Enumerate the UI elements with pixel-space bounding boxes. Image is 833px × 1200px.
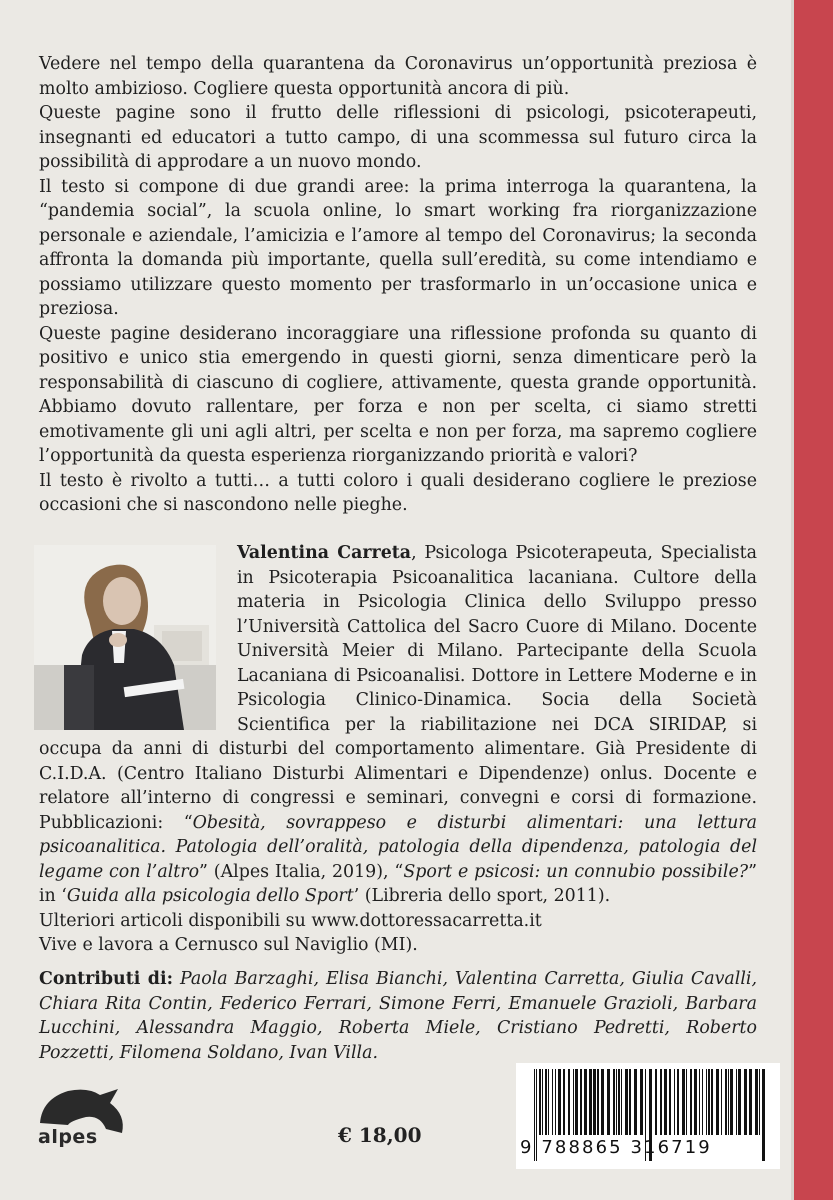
contributors-label: Contributi di: <box>39 969 173 989</box>
barcode-bar <box>669 1069 671 1135</box>
barcode-bar <box>597 1069 599 1135</box>
barcode-bar <box>702 1069 703 1135</box>
contributors-names: Paola Barzaghi, Elisa Bianchi, Valentina Carretta, Giulia Cavalli, Chiara Rita Contin, Federico Ferrari, Simone Ferri, Emanuele Grazioli, Barbara Lucchini, Alessandra Maggio, Roberta Miele, Cristiano Pedretti, Roberto Pozzetti, Filomena Soldano, Ivan Villa. <box>39 969 758 1063</box>
blurb-paragraph-3: Il testo si compone di due grandi aree: la prima interroga la quarantena, la “pandemia social”, la scuola online, lo smart working fra riorganizzazione personale e aziendale, l’amicizia e l’amore al tempo del Coronavirus; la seconda affronta la domanda più importante, quella sull’eredità, su come intendiamo e possiamo utilizzare questo momento per trasformarlo in un’occasione unica e preziosa. <box>39 176 757 319</box>
bio-text: ’ (Libreria dello sport, 2011). <box>353 886 611 906</box>
author-name: Valentina Carreta <box>237 543 412 563</box>
blurb-paragraph-1: Vedere nel tempo della quarantena da Coronavirus un’opportunità preziosa è molto ambizioso. Cogliere questa opportunità ancora di più. <box>39 54 757 99</box>
red-spine <box>794 0 833 1200</box>
horse-head-icon <box>30 1085 130 1161</box>
blurb-paragraph-2: Queste pagine sono il frutto delle riflessioni di psicologi, psicoterapeuti, insegnanti ed educatori a tutto campo, di una scommessa sul futuro circa la possibilità di approdare a un nuovo mondo. <box>39 103 757 172</box>
barcode-bar <box>694 1069 697 1135</box>
articles-line: Ulteriori articoli disponibili su www.dottoressacarretta.it <box>39 910 542 931</box>
barcode-bar <box>677 1069 679 1135</box>
barcode-bar <box>629 1069 631 1135</box>
barcode-bar <box>674 1069 675 1135</box>
blurb-text <box>39 52 757 518</box>
barcode-bar <box>736 1069 737 1135</box>
blurb-paragraph-5: Il testo è rivolto a tutti… a tutti coloro i quali desiderano cogliere le preziose occasioni che si nascondono nelle pieghe. <box>39 470 757 515</box>
barcode-bar <box>584 1069 587 1135</box>
barcode-bar <box>634 1069 637 1135</box>
barcode-bar <box>545 1069 547 1135</box>
barcode-bar <box>558 1069 561 1135</box>
barcode-bar <box>575 1069 578 1135</box>
barcode-bar <box>755 1069 758 1135</box>
publication-title: Sport e psicosi: un connubio possibile? <box>403 861 749 882</box>
barcode-bar <box>682 1069 685 1135</box>
barcode-bar <box>749 1069 752 1135</box>
barcode-bar <box>759 1069 760 1135</box>
barcode-bar <box>655 1069 657 1135</box>
publisher-logo-text: alpes <box>38 1126 98 1148</box>
barcode-bar <box>640 1069 643 1135</box>
author-bio <box>39 541 757 958</box>
barcode-digits: 9 788865 316719 <box>520 1137 712 1158</box>
barcode-bar <box>580 1069 582 1135</box>
barcode-bar <box>607 1069 610 1135</box>
barcode-bar <box>711 1069 713 1135</box>
barcode-bar <box>690 1069 692 1135</box>
barcode-bar <box>716 1069 719 1135</box>
barcode-bar <box>542 1069 543 1135</box>
barcode-bar <box>613 1069 615 1135</box>
barcode-bar <box>706 1069 707 1135</box>
barcode-bar <box>738 1069 741 1135</box>
barcode-bar <box>555 1069 556 1135</box>
barcode-bar <box>721 1069 722 1135</box>
barcode-bar <box>563 1069 565 1135</box>
price: € 18,00 <box>338 1123 422 1147</box>
barcode-bar <box>625 1069 628 1135</box>
bio-paragraph <box>39 541 757 909</box>
barcode-bar <box>616 1069 617 1135</box>
publication-title: Guida alla psicologia dello Sport <box>66 886 354 906</box>
barcode-bar <box>618 1069 620 1135</box>
barcode-bar <box>725 1069 727 1135</box>
bio-text: ” (Alpes Italia, 2019), “ <box>199 861 404 882</box>
barcode-bar <box>568 1069 570 1135</box>
blurb-paragraph-4: Queste pagine desiderano incoraggiare una riflessione profonda su quanto di positivo e unico stia emergendo in questi giorni, senza dimenticare però la responsabilità di ciascuno di cogliere, attivamente, questa grande opportunità. Abbiamo dovuto rallentare, per forza e non per scelta, ci siamo stretti emotivamente gli uni agli altri, per scelta e non per forza, ma sapremo cogliere l’opportunità da questa esperienza riorganizzando priorità e valori? <box>39 323 757 466</box>
barcode-bar <box>548 1069 549 1135</box>
barcode-bar <box>589 1069 592 1135</box>
bio-text: ” in ‘ <box>39 861 758 906</box>
barcode-bar <box>728 1069 729 1135</box>
barcode-bar <box>621 1069 622 1135</box>
bio-text: , Psicologa Psicoterapeuta, Specialista in Psicoterapia Psicoanalitica lacaniana. Cultore della materia in Psicologia Clinica dello Sviluppo presso l’Università Cattolica del Sacro Cuore di Milano. Docente Università Meier di Milano. Partecipante della Scuola Lacaniana di Psicoanalisi. Dottore in Lettere Moderne e in Psicologia Clinico-Dinamica. Socia della Società Scientifica per la riabilitazione nei DCA SIRIDAP, si occupa da anni di disturbi del comportamento alimentare. Già Presidente di C.I.D.A. (Centro Italiano Disturbi Alimentari e Dipendenze) onlus. Docente e relatore all’interno di congressi e seminari, convegni e corsi di formazione. Pubblicazioni: “ <box>39 543 758 833</box>
barcode-bar <box>708 1069 710 1135</box>
barcode-bar <box>686 1069 687 1135</box>
barcode-bar <box>552 1069 553 1135</box>
barcode-bar <box>699 1069 700 1135</box>
barcode-bar <box>660 1069 662 1135</box>
publication-title: Obesità, sovrappeso e disturbi alimentari: una lettura psicoanalitica. Patologia dell’oralità, patologia della dipendenza, patologia del legame con l’altro <box>39 812 757 882</box>
barcode-bar <box>593 1069 596 1135</box>
lives-line: Vive e lavora a Cernusco sul Naviglio (MI). <box>39 935 418 955</box>
barcode-bar <box>601 1069 604 1135</box>
contributors <box>39 967 757 1065</box>
barcode-bar <box>744 1069 747 1135</box>
barcode-bar <box>573 1069 574 1135</box>
barcode-bar <box>730 1069 733 1135</box>
barcode-bar <box>664 1069 667 1135</box>
barcode-bar <box>539 1069 541 1135</box>
